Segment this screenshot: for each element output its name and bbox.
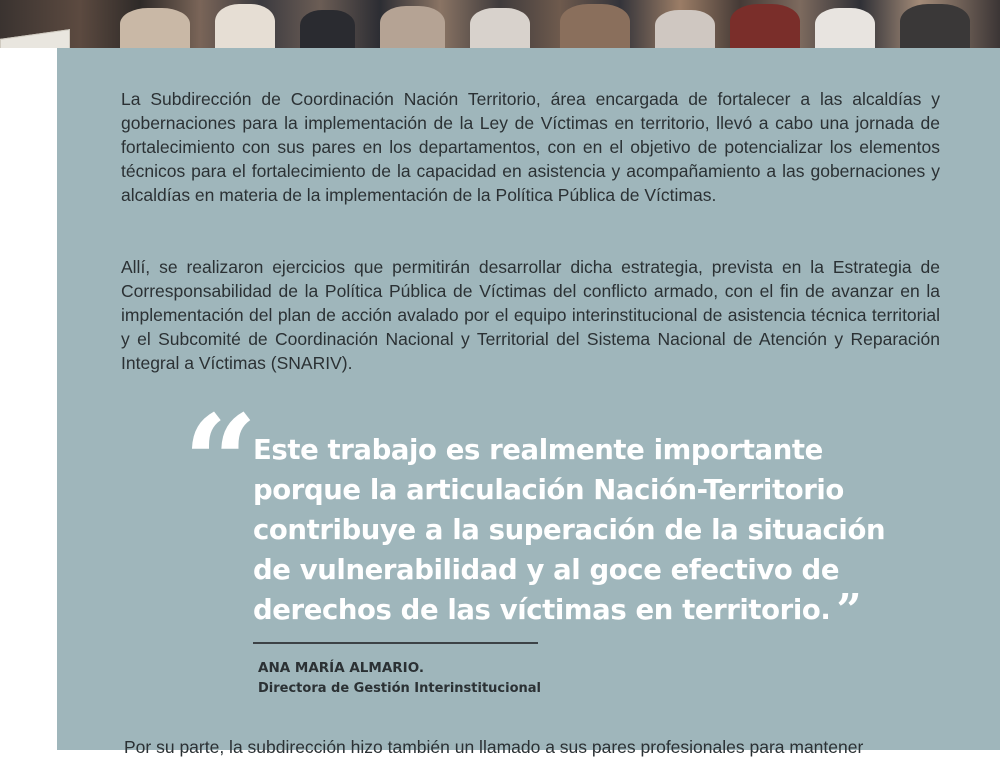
paragraph-intro: La Subdirección de Coordinación Nación Territorio, área encargada de fortalecer a las alcaldías y gobernaciones para la implementación de la Ley de Víctimas en territorio, llevó a cabo una jornada de fortalecimiento con sus pares en los departamentos, con en el objetivo de potencializar los elementos técnicos para el fortalecimiento de la capacidad en asistencia y acompañamiento a las gobernaciones y alcaldías en materia de la implementación de la Política Pública de Víctimas. <box>121 89 940 205</box>
paragraph-continuation: Por su parte, la subdirección hizo también un llamado a sus pares profesionales para mantener <box>124 737 864 757</box>
quote-divider <box>253 642 538 644</box>
photo-figure <box>730 4 800 48</box>
photo-figure <box>215 4 275 48</box>
left-margin <box>0 48 57 750</box>
open-quote-mark: “ <box>183 386 258 539</box>
quote-author: ANA MARÍA ALMARIO. <box>258 660 425 676</box>
close-quote-mark: ” <box>836 585 862 636</box>
photo-figure <box>655 10 715 48</box>
photo-figure <box>815 8 875 48</box>
quote-author-role: Directora de Gestión Interinstitucional <box>258 681 541 696</box>
header-photo <box>0 0 1000 48</box>
paragraph-exercises: Allí, se realizaron ejercicios que permitirán desarrollar dicha estrategia, prevista en la Estrategia de Corresponsabilidad de la Política Pública de Víctimas del conflicto armado, con el fin de avanzar en la implementación del plan de acción avalado por el equipo interinstitucional de asistencia técnica territorial y el Subcomité de Coordinación Nacional y Territorial del Sistema Nacional de Atención y Reparación Integral a Víctimas (SNARIV). <box>121 257 940 373</box>
pull-quote <box>253 430 893 636</box>
photo-figure <box>380 6 445 48</box>
photo-figure <box>470 8 530 48</box>
photo-figure <box>120 8 190 48</box>
pull-quote-text: Este trabajo es realmente importante porque la articulación Nación-Territorio contribuye a la superación de la situación de vulnerabilidad y al goce efectivo de derechos de las víctimas en territorio. <box>253 434 886 626</box>
photo-figure <box>300 10 355 48</box>
photo-figure <box>900 4 970 48</box>
photo-figure <box>560 4 630 48</box>
